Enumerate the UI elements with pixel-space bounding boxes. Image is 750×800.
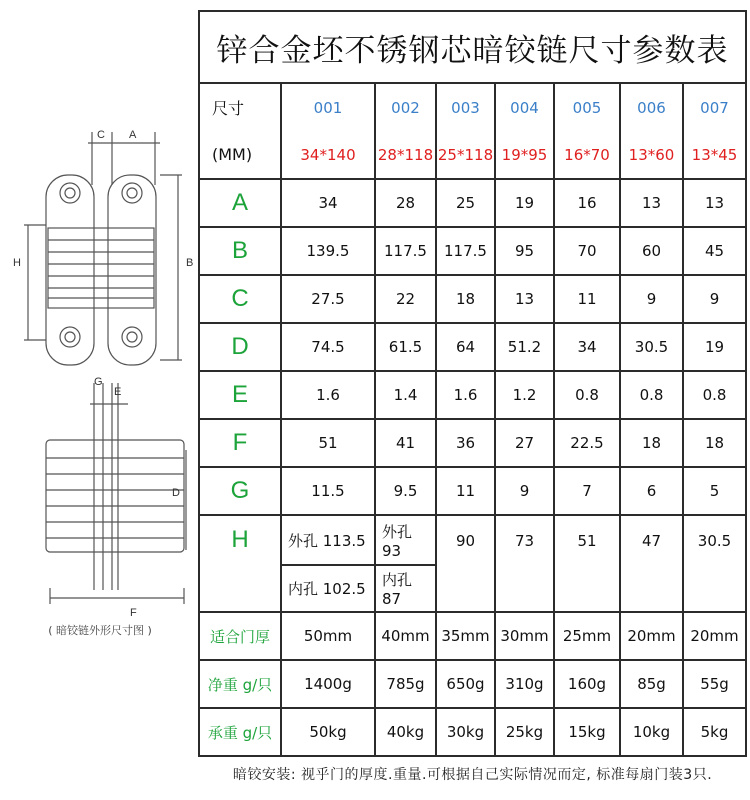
- value-cell: 41: [375, 419, 436, 467]
- table-row-c: [199, 275, 746, 323]
- value-cell: 9: [683, 275, 746, 323]
- value-cell: 5kg: [683, 708, 746, 756]
- row-label: 承重 g/只: [199, 708, 281, 756]
- value-cell: 40mm: [375, 612, 436, 660]
- table-row-b: [199, 227, 746, 275]
- value-cell: 22: [375, 275, 436, 323]
- unit-label: (MM): [199, 131, 281, 179]
- table-row-door-thickness: [199, 612, 746, 660]
- value-cell: 7: [554, 467, 620, 515]
- value-cell: 9.5: [375, 467, 436, 515]
- value-cell: 20mm: [683, 612, 746, 660]
- header-size-row: [199, 131, 746, 179]
- installation-note: 暗铰安装: 视乎门的厚度.重量.可根据自己实际情况而定, 标准每扇门装3只.: [232, 767, 713, 783]
- size-cell: 34*140: [281, 131, 375, 179]
- value-cell: 13: [620, 179, 683, 227]
- value-cell: 19: [683, 323, 746, 371]
- value-cell: 50mm: [281, 612, 375, 660]
- code-cell: 005: [554, 83, 620, 131]
- dim-label-b: B: [186, 257, 194, 269]
- dim-label-c: C: [97, 129, 105, 141]
- value-cell: 117.5: [436, 227, 495, 275]
- value-cell: 70: [554, 227, 620, 275]
- value-cell: 25mm: [554, 612, 620, 660]
- value-cell: 18: [620, 419, 683, 467]
- value-cell: 25kg: [495, 708, 554, 756]
- value-cell: 18: [683, 419, 746, 467]
- table-row-g: [199, 467, 746, 515]
- value-cell: 34: [281, 179, 375, 227]
- size-cell: 16*70: [554, 131, 620, 179]
- value-cell: 1400g: [281, 660, 375, 708]
- value-cell: 36: [436, 419, 495, 467]
- code-cell: 002: [375, 83, 436, 131]
- value-cell: 1.6: [436, 371, 495, 419]
- table-row-load-capacity: [199, 708, 746, 756]
- value-cell: 95: [495, 227, 554, 275]
- value-cell: 64: [436, 323, 495, 371]
- value-cell: 51: [281, 419, 375, 467]
- value-cell: 60: [620, 227, 683, 275]
- value-cell-outer-hole: 外孔 113.5: [281, 515, 375, 565]
- value-cell: 15kg: [554, 708, 620, 756]
- value-cell: 73: [495, 515, 554, 612]
- value-cell: 13: [683, 179, 746, 227]
- value-cell: 11.5: [281, 467, 375, 515]
- value-cell: 1.6: [281, 371, 375, 419]
- value-cell: 22.5: [554, 419, 620, 467]
- size-cell: 13*60: [620, 131, 683, 179]
- dim-label-f: F: [130, 607, 137, 619]
- value-cell: 40kg: [375, 708, 436, 756]
- row-label: A: [199, 179, 281, 227]
- value-cell: 160g: [554, 660, 620, 708]
- value-cell: 20mm: [620, 612, 683, 660]
- row-label: H: [199, 515, 281, 612]
- spec-table: [198, 10, 747, 757]
- drawing-caption: ( 暗铰链外形尺寸图 ): [48, 624, 152, 637]
- value-cell: 55g: [683, 660, 746, 708]
- code-cell: 006: [620, 83, 683, 131]
- row-label: 适合门厚: [199, 612, 281, 660]
- value-cell: 0.8: [683, 371, 746, 419]
- value-cell: 9: [495, 467, 554, 515]
- value-cell: 310g: [495, 660, 554, 708]
- size-label: 尺寸: [199, 83, 281, 131]
- value-cell: 117.5: [375, 227, 436, 275]
- table-row-e: [199, 371, 746, 419]
- value-cell: 11: [554, 275, 620, 323]
- value-cell: 139.5: [281, 227, 375, 275]
- row-label: E: [199, 371, 281, 419]
- value-cell: 34: [554, 323, 620, 371]
- size-cell: 19*95: [495, 131, 554, 179]
- table-row-f: [199, 419, 746, 467]
- value-cell: 9: [620, 275, 683, 323]
- value-cell: 90: [436, 515, 495, 612]
- value-cell: 28: [375, 179, 436, 227]
- value-cell: 650g: [436, 660, 495, 708]
- row-label: B: [199, 227, 281, 275]
- code-cell: 001: [281, 83, 375, 131]
- dim-label-e: E: [114, 386, 122, 398]
- row-label: D: [199, 323, 281, 371]
- value-cell: 0.8: [554, 371, 620, 419]
- value-cell: 30.5: [620, 323, 683, 371]
- value-cell: 6: [620, 467, 683, 515]
- value-cell: 85g: [620, 660, 683, 708]
- value-cell: 11: [436, 467, 495, 515]
- value-cell: 45: [683, 227, 746, 275]
- table-row-h: [199, 515, 746, 565]
- value-cell: 35mm: [436, 612, 495, 660]
- value-cell: 51.2: [495, 323, 554, 371]
- table-row-a: [199, 179, 746, 227]
- table-row-d: [199, 323, 746, 371]
- table-row-net-weight: [199, 660, 746, 708]
- dim-label-h: H: [13, 257, 21, 269]
- hinge-diagram-svg: [0, 0, 200, 640]
- row-label: C: [199, 275, 281, 323]
- row-label: F: [199, 419, 281, 467]
- value-cell: 30mm: [495, 612, 554, 660]
- value-cell: 51: [554, 515, 620, 612]
- header-code-row: [199, 83, 746, 131]
- value-cell: 27: [495, 419, 554, 467]
- dim-label-d: D: [172, 487, 180, 499]
- size-cell: 25*118: [436, 131, 495, 179]
- value-cell: 27.5: [281, 275, 375, 323]
- dim-label-g: G: [94, 376, 103, 388]
- value-cell: 47: [620, 515, 683, 612]
- value-cell: 19: [495, 179, 554, 227]
- dim-label-a: A: [129, 129, 137, 141]
- value-cell: 1.2: [495, 371, 554, 419]
- value-cell: 61.5: [375, 323, 436, 371]
- value-cell: 785g: [375, 660, 436, 708]
- value-cell-inner-hole: 内孔 102.5: [281, 565, 375, 612]
- value-cell: 1.4: [375, 371, 436, 419]
- value-cell: 50kg: [281, 708, 375, 756]
- code-cell: 003: [436, 83, 495, 131]
- value-cell-inner-hole: 内孔 87: [375, 565, 436, 612]
- value-cell: 10kg: [620, 708, 683, 756]
- value-cell: 30.5: [683, 515, 746, 612]
- value-cell: 0.8: [620, 371, 683, 419]
- hinge-dimension-drawing: [0, 0, 200, 800]
- row-label: G: [199, 467, 281, 515]
- row-label: 净重 g/只: [199, 660, 281, 708]
- value-cell: 16: [554, 179, 620, 227]
- code-cell: 007: [683, 83, 746, 131]
- value-cell: 30kg: [436, 708, 495, 756]
- value-cell: 18: [436, 275, 495, 323]
- value-cell: 13: [495, 275, 554, 323]
- value-cell-outer-hole: 外孔 93: [375, 515, 436, 565]
- code-cell: 004: [495, 83, 554, 131]
- value-cell: 25: [436, 179, 495, 227]
- page-title: 锌合金坯不锈钢芯暗铰链尺寸参数表: [199, 11, 746, 83]
- size-cell: 28*118: [375, 131, 436, 179]
- value-cell: 5: [683, 467, 746, 515]
- size-cell: 13*45: [683, 131, 746, 179]
- value-cell: 74.5: [281, 323, 375, 371]
